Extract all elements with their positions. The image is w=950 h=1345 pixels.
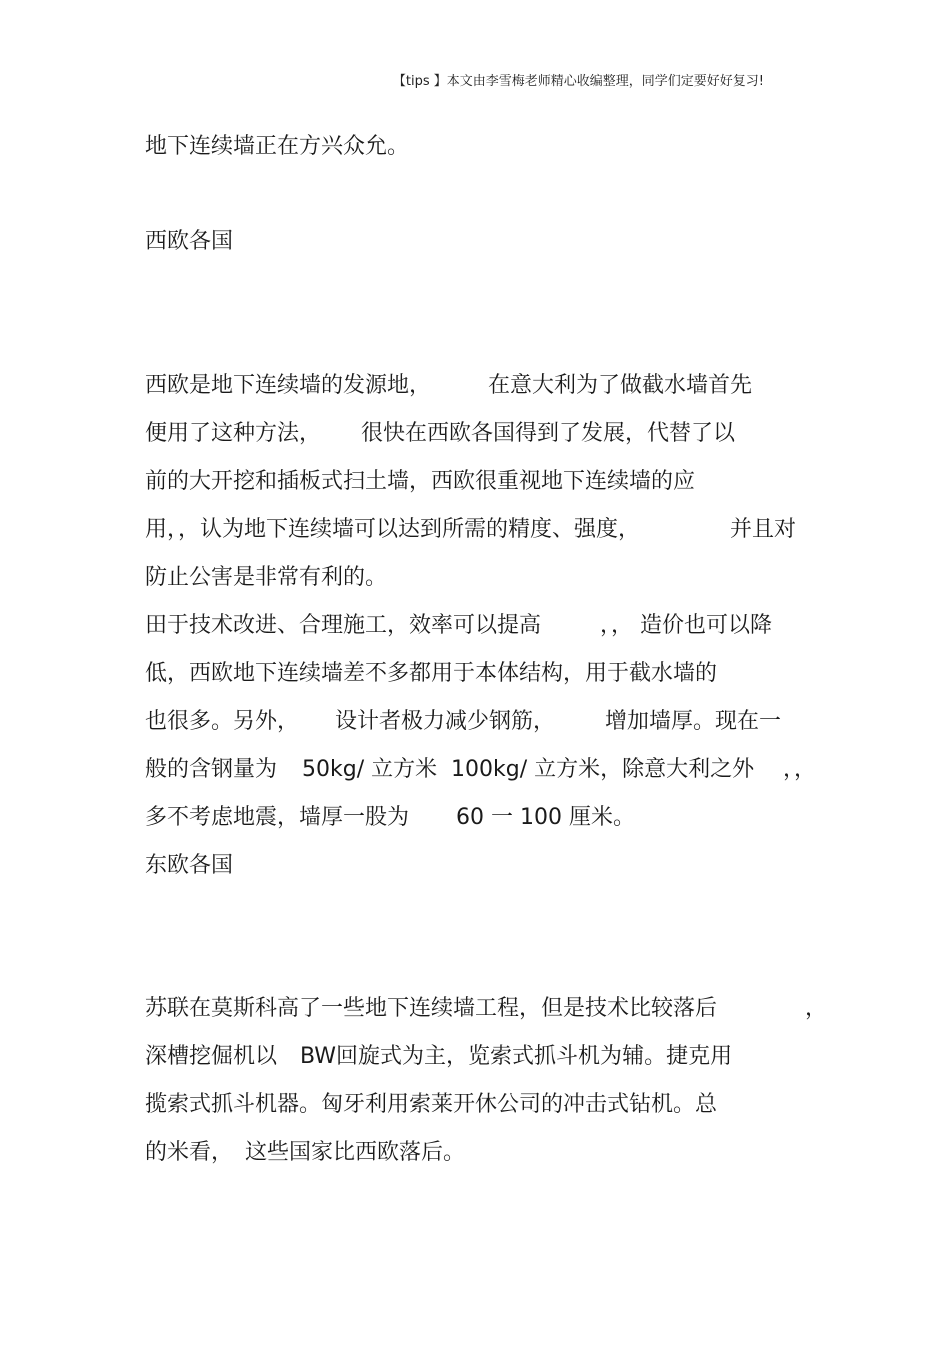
text-segment: 在意大利为了做截水墙首先: [488, 373, 753, 398]
text-segment: 的米看，: [145, 1140, 234, 1165]
text-segment: 西欧是地下连续墙的发源地，: [145, 373, 432, 398]
text-segment: 这些国家比西欧落后。: [245, 1140, 466, 1165]
text-segment: 多不考虑地震，墙厚一股为: [145, 805, 410, 830]
text-segment: 很快在西欧各国得到了发展，代替了以: [361, 421, 736, 446]
text-segment: 造价也可以降: [640, 613, 773, 638]
text-segment: 防止公害是非常有利的。: [145, 565, 388, 590]
text-segment: 增加墙厚。现在一: [605, 709, 782, 734]
text-segment: 用，，认为地下连续墙可以达到所需的精度、强度，: [145, 517, 641, 542]
text-segment: 苏联在莫斯科高了一些地下连续墙工程，但是技术比较落后: [145, 996, 718, 1021]
text-segment: 50kg/ 立方米: [302, 757, 438, 782]
text-segment: ，，: [600, 613, 634, 638]
text-segment: 般的含钢量为: [145, 757, 278, 782]
text-segment: BW回旋式为主，览索式抓斗机为辅。捷克用: [300, 1044, 733, 1069]
text-segment: 设计者极力减少钢筋，: [335, 709, 556, 734]
text-segment: 地下连续墙正在方兴众允。: [145, 134, 410, 159]
text-segment: 便用了这种方法，: [145, 421, 322, 446]
text-segment: 前的大开挖和插板式扫土墙，西欧很重视地下连续墙的应: [145, 469, 696, 494]
text-segment: 60 一 100 厘米。: [456, 805, 635, 830]
text-segment: 100kg/ 立方米，除意大利之外: [451, 757, 755, 782]
text-segment: 东欧各国: [145, 853, 234, 878]
text-segment: ，: [805, 996, 828, 1021]
text-segment: 也很多。另外，: [145, 709, 300, 734]
text-segment: 低，西欧地下连续墙差不多都用于本体结构，用于截水墙的: [145, 661, 718, 686]
text-segment: 西欧各国: [145, 229, 234, 254]
text-segment: 深槽挖倔机以: [145, 1044, 278, 1069]
text-segment: 并且对: [730, 517, 797, 542]
header-tips: 【tips 】本文由李雪梅老师精心收编整理，同学们定要好好复习!: [392, 74, 764, 89]
text-segment: 田于技术改进、合理施工，效率可以提高: [145, 613, 542, 638]
text-segment: 揽索式抓斗机器。匈牙利用索莱开休公司的冲击式钻机。总: [145, 1092, 718, 1117]
text-segment: ，，: [783, 757, 817, 782]
